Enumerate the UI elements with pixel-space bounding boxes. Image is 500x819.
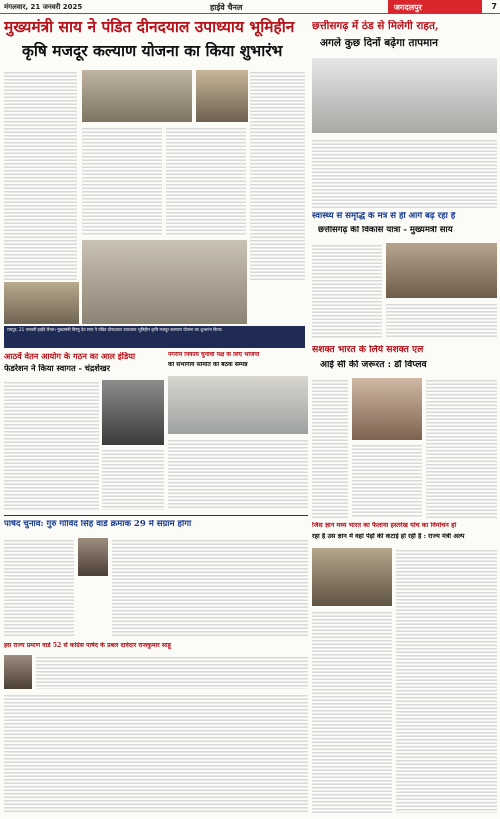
lead-photo-3	[82, 240, 247, 324]
page-number: 7	[491, 2, 497, 11]
ias-photo	[352, 378, 422, 440]
lead-body-col-2	[250, 70, 305, 280]
cold-headline-line2: अगले कुछ दिनों बढ़ेगा तापमान	[320, 37, 438, 49]
issue-date: मंगलवार, 21 जनवरी 2025	[4, 3, 83, 11]
pay-body	[4, 380, 99, 510]
nagar-photo	[168, 376, 308, 434]
health-headline-line1: स्वास्थ्य से समृद्धि के मंत्र से ही आगे बढ़ रहा है	[312, 212, 456, 221]
lead-headline-line2: कृषि मजदूर कल्याण योजना का किया शुभारंभ	[22, 42, 283, 60]
gas-photo	[4, 655, 32, 689]
lead-photo-2	[196, 70, 248, 122]
parshad-photo	[78, 538, 108, 576]
jila-body	[396, 548, 497, 813]
pay-headline-line2: फेडरेशन ने किया स्वागत - चंद्रशेखर	[4, 364, 110, 373]
ias-headline-line1: सशक्त भारत के लिये सशक्त एल	[312, 345, 424, 355]
parshad-body	[4, 538, 74, 638]
lead-photo-4	[4, 282, 79, 324]
pay-body-2	[102, 448, 164, 510]
ias-body	[312, 378, 348, 518]
section-title: जगदलपुर	[388, 0, 482, 14]
jila-headline-line1: जिस ज्ञान मध्य भारत का फैलाया हस्तरेख यांच का विमोचन हो	[312, 522, 457, 529]
jila-photo	[312, 548, 392, 606]
gas-body	[36, 655, 308, 689]
parshad-headline: पार्षद चुनाव: गुरु गोविंद सिंह वार्ड क्रमांक 29 में संग्राम होगा	[4, 520, 192, 529]
nagar-body	[168, 438, 308, 510]
health-body-2	[386, 302, 497, 338]
bottom-strip	[4, 693, 308, 813]
lead-photo-1	[82, 70, 192, 122]
section-divider	[4, 515, 308, 516]
nagar-headline-line2: की संभागीय समिति की बैठक सम्पन्न	[168, 362, 248, 368]
cold-headline-line1: छत्तीसगढ़ में ठंड से मिलेगी राहत,	[312, 20, 439, 32]
health-headline-line2: छत्तीसगढ़ की विकास यात्रा - मुख्यमंत्री साय	[318, 226, 453, 235]
health-photo	[386, 243, 497, 298]
gas-headline: इस राज्य प्रमाण वार्ड 52 से कांग्रेस पार्षद के प्रबल दावेदार राजकुमार साहू	[4, 642, 171, 649]
pay-headline-line1: आठवें वेतन आयोग के गठन का आल इंडिया	[4, 352, 136, 361]
lead-body-col-1	[4, 70, 77, 280]
newspaper-name: हाईवे चैनल	[210, 3, 243, 12]
ias-body-2	[426, 378, 497, 518]
page-header	[0, 0, 500, 14]
jila-body-2	[312, 610, 392, 813]
pay-photo	[102, 380, 164, 445]
lead-photo-caption: रायपुर, 21 जनवरी हाईवे चैनल। मुख्यमंत्री विष्णु देव साय ने पंडित दीनदयाल उपाध्याय भूमिहीन कृषि मजदूर कल्याण योजना का शुभारंभ किया।	[4, 326, 305, 348]
lead-body-col-3	[82, 126, 162, 236]
cold-body	[312, 138, 497, 208]
health-body	[312, 243, 382, 338]
nagar-headline-line1: नगरीय निकाय चुनावों पक्ष के लिए भाजपा	[168, 352, 260, 358]
parshad-body-2	[112, 538, 308, 638]
ias-headline-line2: आई सी की जरूरत : डॉ विप्लव	[320, 360, 427, 370]
ias-body-3	[352, 443, 422, 518]
lead-body-col-4	[166, 126, 246, 236]
jila-headline-line2: रहा है उस ज्ञान में वहां पेड़ों की कटाई हो रही है : राज्य मंत्री अल्प	[312, 533, 465, 540]
cold-photo	[312, 58, 497, 133]
lead-headline-line1: मुख्यमंत्री साय ने पंडित दीनदयाल उपाध्याय भूमिहीन	[4, 18, 295, 36]
